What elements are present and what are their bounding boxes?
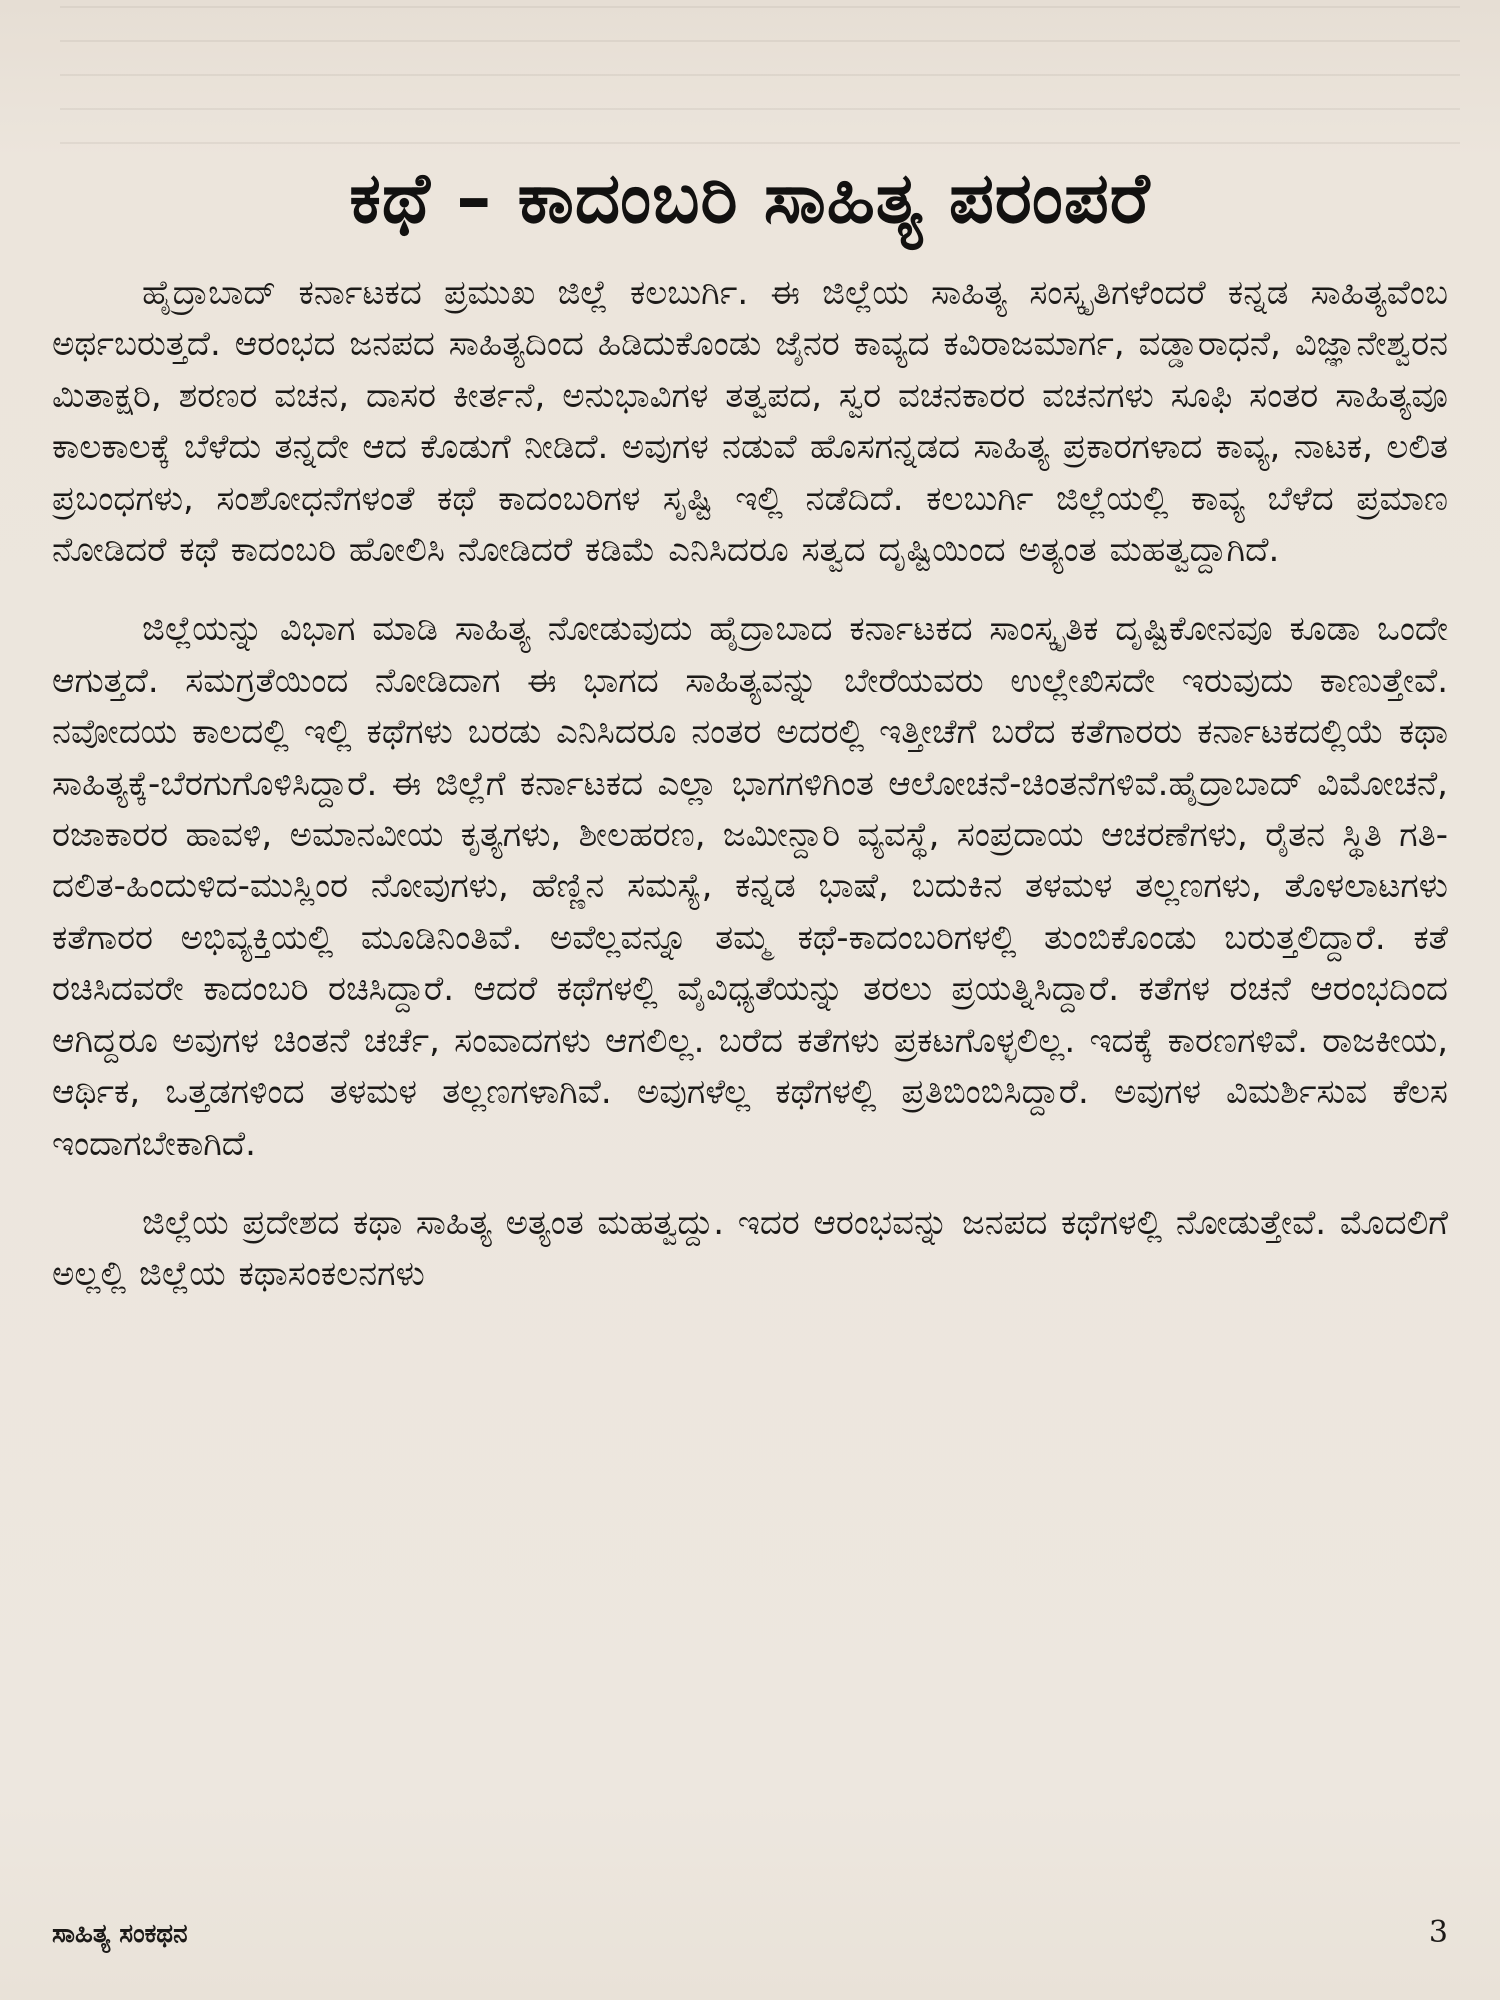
paragraph-2: ಜಿಲ್ಲೆಯನ್ನು ವಿಭಾಗ ಮಾಡಿ ಸಾಹಿತ್ಯ ನೋಡುವುದು ಹೈದ್ರಾಬಾದ ಕರ್ನಾಟಕದ ಸಾಂಸ್ಕೃತಿಕ ದೃಷ್ಟಿಕೋನವೂ ಕೂಡಾ ಒಂದೇ ಆಗುತ್ತದೆ. ಸಮಗ್ರತೆಯಿಂದ ನೋಡಿದಾಗ ಈ ಭಾಗದ ಸಾಹಿತ್ಯವನ್ನು ಬೇರೆಯವರು ಉಲ್ಲೇಖಿಸದೇ ಇರುವುದು ಕಾಣುತ್ತೇವೆ. ನವೋದಯ ಕಾಲದಲ್ಲಿ ಇಲ್ಲಿ ಕಥೆಗಳು ಬರಡು ಎನಿಸಿದರೂ ನಂತರ ಅದರಲ್ಲಿ ಇತ್ತೀಚೆಗೆ ಬರೆದ ಕತೆಗಾರರು ಕರ್ನಾಟಕದಲ್ಲಿಯೆ ಕಥಾ ಸಾಹಿತ್ಯಕ್ಕೆ-ಬೆರಗುಗೊಳಿಸಿದ್ದಾರೆ. ಈ ಜಿಲ್ಲೆಗೆ ಕರ್ನಾಟಕದ ಎಲ್ಲಾ ಭಾಗಗಳಿಗಿಂತ ಆಲೋಚನೆ-ಚಿಂತನೆಗಳಿವೆ.ಹೈದ್ರಾಬಾದ್ ವಿಮೋಚನೆ, ರಜಾಕಾರರ ಹಾವಳಿ, ಅಮಾನವೀಯ ಕೃತ್ಯಗಳು, ಶೀಲಹರಣ, ಜಮೀನ್ದಾರಿ ವ್ಯವಸ್ಥೆ, ಸಂಪ್ರದಾಯ ಆಚರಣೆಗಳು, ರೈತನ ಸ್ಥಿತಿ ಗತಿ-ದಲಿತ-ಹಿಂದುಳಿದ-ಮುಸ್ಲಿಂರ ನೋವುಗಳು, ಹೆಣ್ಣಿನ ಸಮಸ್ಯೆ, ಕನ್ನಡ ಭಾಷೆ, ಬದುಕಿನ ತಳಮಳ ತಲ್ಲಣಗಳು, ತೊಳಲಾಟಗಳು ಕತೆಗಾರರ ಅಭಿವ್ಯಕ್ತಿಯಲ್ಲಿ ಮೂಡಿನಿಂತಿವೆ. ಅವೆಲ್ಲವನ್ನೂ ತಮ್ಮ ಕಥೆ-ಕಾದಂಬರಿಗಳಲ್ಲಿ ತುಂಬಿಕೊಂಡು ಬರುತ್ತಲಿದ್ದಾರೆ. ಕತೆ ರಚಿಸಿದವರೇ ಕಾದಂಬರಿ ರಚಿಸಿದ್ದಾರೆ. ಆದರೆ ಕಥೆಗಳಲ್ಲಿ ವೈವಿಧ್ಯತೆಯನ್ನು ತರಲು ಪ್ರಯತ್ನಿಸಿದ್ದಾರೆ. ಕತೆಗಳ ರಚನೆ ಆರಂಭದಿಂದ ಆಗಿದ್ದರೂ ಅವುಗಳ ಚಿಂತನೆ ಚರ್ಚೆ, ಸಂವಾದಗಳು ಆಗಲಿಲ್ಲ. ಬರೆದ ಕತೆಗಳು ಪ್ರಕಟಗೊಳ್ಳಲಿಲ್ಲ. ಇದಕ್ಕೆ ಕಾರಣಗಳಿವೆ. ರಾಜಕೀಯ, ಆರ್ಥಿಕ, ಒತ್ತಡಗಳಿಂದ ತಳಮಳ ತಲ್ಲಣಗಳಾಗಿವೆ. ಅವುಗಳೆಲ್ಲ ಕಥೆಗಳಲ್ಲಿ ಪ್ರತಿಬಿಂಬಿಸಿದ್ದಾರೆ. ಅವುಗಳ ವಿಮರ್ಶಿಸುವ ಕೆಲಸ ಇಂದಾಗಬೇಕಾಗಿದೆ. [52,609,1448,1164]
page-footer [52,1915,1448,1950]
page-number: 3 [1428,1915,1448,1950]
chapter-title: ಕಥೆ – ಕಾದಂಬರಿ ಸಾಹಿತ್ಯ ಪರಂಪರೆ [349,157,1151,239]
paragraph-1: ಹೈದ್ರಾಬಾದ್ ಕರ್ನಾಟಕದ ಪ್ರಮುಖ ಜಿಲ್ಲೆ ಕಲಬುರ್ಗಿ. ಈ ಜಿಲ್ಲೆಯ ಸಾಹಿತ್ಯ ಸಂಸ್ಕೃತಿಗಳೆಂದರೆ ಕನ್ನಡ ಸಾಹಿತ್ಯವೆಂಬ ಅರ್ಥಬರುತ್ತದೆ. ಆರಂಭದ ಜನಪದ ಸಾಹಿತ್ಯದಿಂದ ಹಿಡಿದುಕೊಂಡು ಜೈನರ ಕಾವ್ಯದ ಕವಿರಾಜಮಾರ್ಗ, ವಡ್ಡಾರಾಧನೆ, ವಿಜ್ಞಾನೇಶ್ವರನ ಮಿತಾಕ್ಷರಿ, ಶರಣರ ವಚನ, ದಾಸರ ಕೀರ್ತನೆ, ಅನುಭಾವಿಗಳ ತತ್ವಪದ, ಸ್ವರ ವಚನಕಾರರ ವಚನಗಳು ಸೂಫಿ ಸಂತರ ಸಾಹಿತ್ಯವೂ ಕಾಲಕಾಲಕ್ಕೆ ಬೆಳೆದು ತನ್ನದೇ ಆದ ಕೊಡುಗೆ ನೀಡಿದೆ. ಅವುಗಳ ನಡುವೆ ಹೊಸಗನ್ನಡದ ಸಾಹಿತ್ಯ ಪ್ರಕಾರಗಳಾದ ಕಾವ್ಯ, ನಾಟಕ, ಲಲಿತ ಪ್ರಬಂಧಗಳು, ಸಂಶೋಧನೆಗಳಂತೆ ಕಥೆ ಕಾದಂಬರಿಗಳ ಸೃಷ್ಟಿ ಇಲ್ಲಿ ನಡೆದಿದೆ. ಕಲಬುರ್ಗಿ ಜಿಲ್ಲೆಯಲ್ಲಿ ಕಾವ್ಯ ಬೆಳೆದ ಪ್ರಮಾಣ ನೋಡಿದರೆ ಕಥೆ ಕಾದಂಬರಿ ಹೋಲಿಸಿ ನೋಡಿದರೆ ಕಡಿಮೆ ಎನಿಸಿದರೂ ಸತ್ವದ ದೃಷ್ಟಿಯಿಂದ ಅತ್ಯಂತ ಮಹತ್ವದ್ದಾಗಿದೆ. [52,273,1448,571]
running-footer-title: ಸಾಹಿತ್ಯ ಸಂಕಥನ [52,1919,188,1949]
paragraph-3: ಜಿಲ್ಲೆಯ ಪ್ರದೇಶದ ಕಥಾ ಸಾಹಿತ್ಯ ಅತ್ಯಂತ ಮಹತ್ವದ್ದು. ಇದರ ಆರಂಭವನ್ನು ಜನಪದ ಕಥೆಗಳಲ್ಲಿ ನೋಡುತ್ತೇವೆ. ಮೊದಲಿಗೆ ಅಲ್ಲಲ್ಲಿ ಜಿಲ್ಲೆಯ ಕಥಾಸಂಕಲನಗಳು [52,1202,1448,1295]
show-through-texture [60,6,1460,156]
